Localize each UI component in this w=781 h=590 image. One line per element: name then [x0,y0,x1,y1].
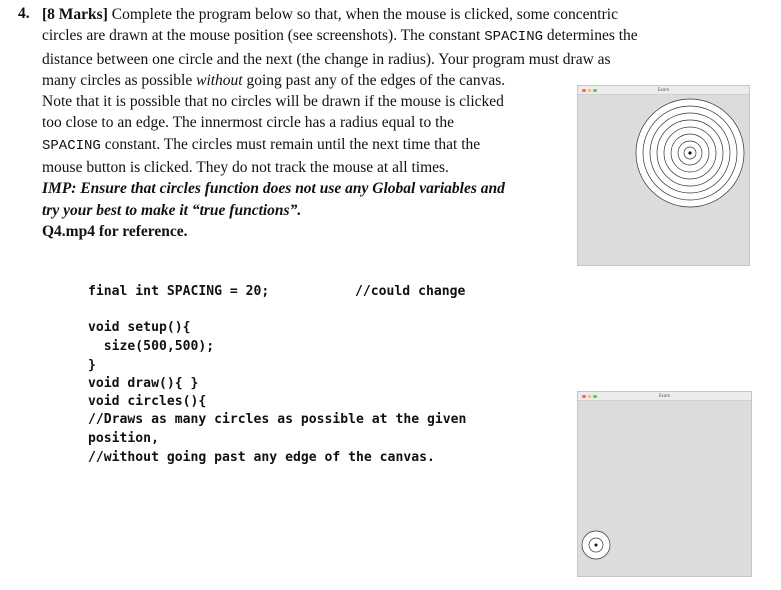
code-close-brace: } [88,358,96,373]
code-draw: void draw(){ } [88,376,199,391]
question-line-7 [42,134,582,157]
question-text [42,4,638,242]
question-line-2-text: circles are drawn at the mouse position (see screenshots). The constant [42,27,485,45]
question-number: 4. [18,5,30,22]
code-setup: void setup(){ [88,320,191,335]
question-line-8: mouse button is clicked. They do not track the mouse at all times. [42,159,449,177]
imp-line-1: IMP: Ensure that circles function does not use any Global variables and [42,180,505,198]
mouse-point [688,151,691,154]
question-line-4-a: many circles as possible [42,71,197,89]
question-line-7-rest: constant. The circles must remain until the next time that the [100,135,481,153]
window-title: Exam [658,393,671,398]
code-comment-3: //without going past any edge of the canvas. [88,450,435,465]
emphasis-without: without [196,71,243,89]
reference-line: Q4.mp4 for reference. [42,222,188,240]
code-size: size(500,500); [88,339,215,354]
spacing-constant-ref-2: SPACING [42,137,101,154]
window-titlebar [578,86,749,95]
question-line-4 [42,70,582,91]
code-constant: final int SPACING = 20; [88,284,270,299]
marks-label: [8 Marks] [42,6,108,23]
question-line-1 [42,4,618,25]
mouse-point [595,544,598,547]
question-line-4-b: going past any of the edges of the canvas. [242,71,506,89]
canvas-concentric-circles [578,95,749,265]
window-title: Exam [657,87,670,92]
question-line-2 [42,25,638,48]
screenshot-many-circles [577,85,750,266]
question-line-5: Note that it is possible that no circles will be drawn if the mouse is clicked [42,93,504,111]
spacing-constant-ref: SPACING [484,29,543,46]
canvas-few-circles [578,401,751,576]
code-comment-2: position, [88,431,159,446]
question-line-3: distance between one circle and the next (the change in radius). Your program must draw as [42,50,611,68]
question-line-2-rest: determines the [543,27,638,45]
question-line-1-text: Complete the program below so that, when the mouse is clicked, some concentric [107,6,618,23]
code-circles: void circles(){ [88,394,207,409]
code-constant-line [88,283,269,302]
imp-line-2: try your best to make it “true functions”. [42,201,302,219]
screenshot-near-edge [577,391,752,577]
code-comment-1: //Draws as many circles as possible at the given [88,412,467,427]
question-line-6: too close to an edge. The innermost circle has a radius equal to the [42,114,455,132]
code-constant-comment: //could change [355,284,466,299]
window-titlebar [578,392,751,401]
